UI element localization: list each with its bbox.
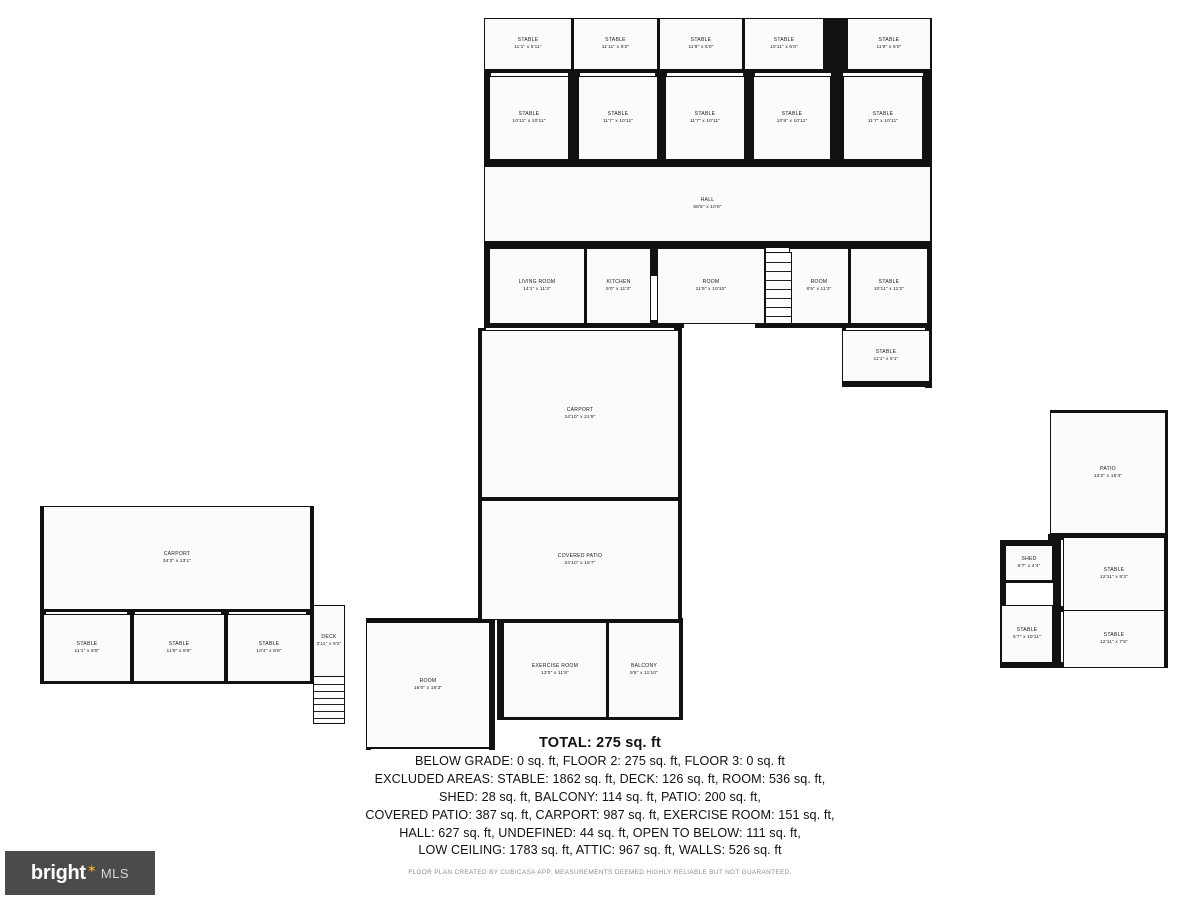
summary-line: SHED: 28 sq. ft, BALCONY: 114 sq. ft, PATIO: 200 sq. ft,	[439, 789, 761, 804]
logo-brand-text: bright	[30, 861, 86, 884]
room-kitchen	[586, 248, 651, 324]
room-stable	[843, 76, 923, 160]
excluded-areas-list	[0, 753, 1200, 860]
room-dimensions: 12'11" x 7'8"	[1100, 640, 1128, 646]
room-dimensions: 24'10" x 15'7"	[564, 561, 596, 567]
room-label: STABLE	[878, 278, 900, 285]
disclaimer-text: FLOOR PLAN CREATED BY CUBICASA APP. MEASUREMENTS DEEMED HIGHLY RELIABLE BUT NOT GUARANTEED.	[408, 869, 792, 876]
logo-suffix-text: MLS	[100, 865, 130, 881]
room-deck	[313, 605, 345, 677]
room-label: STABLE	[781, 110, 803, 117]
summary-line: COVERED PATIO: 387 sq. ft, CARPORT: 987 sq. ft, EXERCISE ROOM: 151 sq. ft,	[365, 807, 835, 822]
room-label: DECK	[321, 633, 337, 640]
room-dimensions: 11'1" x 5'11"	[514, 45, 542, 51]
room-dimensions: 34'3" x 13'1"	[162, 559, 192, 565]
room-dimensions: 10'11" x 11'2"	[873, 287, 905, 293]
room-label: STABLE	[1103, 566, 1125, 573]
room-label: STABLE	[875, 348, 897, 355]
total-area-label: TOTAL: 275 sq. ft	[538, 735, 662, 751]
room-label: STABLE	[76, 640, 98, 647]
room-label: CARPORT	[566, 406, 594, 413]
room-stable	[659, 18, 743, 70]
room-dimensions: 8'5" x 11'3"	[806, 287, 832, 293]
room-dimensions: 9'0" x 11'3"	[605, 287, 632, 293]
room-room	[789, 248, 849, 324]
room-hall	[484, 166, 931, 242]
room-label: CARPORT	[163, 550, 191, 557]
room-label: SHED	[1021, 555, 1037, 562]
room-label: PATIO	[1100, 465, 1116, 472]
room-stable	[489, 76, 569, 160]
room-dimensions: 10'11" x 10'11"	[512, 119, 546, 125]
room-dimensions: 13'0" x 11'8"	[541, 671, 569, 677]
staircase	[313, 676, 345, 724]
room-exercise-room	[503, 622, 607, 718]
room-stable	[744, 18, 824, 70]
room-dimensions: 11'7" x 10'11"	[602, 119, 634, 125]
room-covered-patio	[481, 500, 679, 620]
room-dimensions: 10'4" x 8'8"	[256, 649, 282, 655]
room-label: STABLE	[878, 36, 900, 43]
summary-line: HALL: 627 sq. ft, UNDEFINED: 44 sq. ft, OPEN TO BELOW: 111 sq. ft,	[399, 825, 801, 840]
summary-line: EXCLUDED AREAS: STABLE: 1862 sq. ft, DECK: 126 sq. ft, ROOM: 536 sq. ft,	[374, 771, 826, 786]
room-label: BALCONY	[630, 662, 658, 669]
room-stable	[1063, 610, 1165, 668]
room-dimensions: 11'9" x 8'8"	[166, 649, 192, 655]
room-label: KITCHEN	[606, 278, 631, 285]
room-dimensions: 10'9" x 10'11"	[776, 119, 808, 125]
room-label: STABLE	[1103, 631, 1125, 638]
wall-segment	[831, 73, 843, 159]
room-dimensions: 11'9" x 6'0"	[688, 45, 714, 51]
room-label: ROOM	[702, 278, 720, 285]
room-label: EXERCISE ROOM	[531, 662, 579, 669]
room-label: STABLE	[518, 110, 540, 117]
room-label: STABLE	[168, 640, 190, 647]
room-stable	[1001, 605, 1053, 663]
room-dimensions: 9'8" x 11'10"	[630, 671, 658, 677]
room-stable	[43, 614, 131, 682]
room-dimensions: 12'11" x 9'3"	[1100, 575, 1128, 581]
room-label: STABLE	[607, 110, 629, 117]
wall-segment	[923, 73, 932, 159]
room-shed	[1005, 545, 1053, 581]
room-dimensions: 11'9" x 6'0"	[876, 45, 902, 51]
room-dimensions: 11'5" x 10'10"	[695, 287, 727, 293]
room-stable	[842, 330, 930, 382]
room-dimensions: 13'2" x 15'3"	[1093, 474, 1123, 480]
room-dimensions: 58'5" x 10'8"	[693, 205, 722, 211]
room-stable	[578, 76, 658, 160]
room-carport	[481, 330, 679, 498]
room-label: ROOM	[810, 278, 828, 285]
room-dimensions: 24'10" x 21'8"	[564, 415, 596, 421]
wall-segment	[1053, 540, 1061, 668]
room-balcony	[608, 622, 680, 718]
room-label: STABLE	[690, 36, 712, 43]
room-living-room	[489, 248, 585, 324]
room-stable	[665, 76, 745, 160]
room-patio	[1050, 412, 1166, 534]
room-label: STABLE	[872, 110, 894, 117]
room-label: COVERED PATIO	[557, 552, 603, 559]
room-dimensions: 11'11" x 6'0"	[601, 45, 630, 51]
room-label: STABLE	[694, 110, 716, 117]
room-stable	[227, 614, 311, 682]
bright-mls-logo	[5, 851, 155, 895]
room-dimensions: 14'1" x 11'3"	[523, 287, 551, 293]
room-label: STABLE	[1016, 626, 1038, 633]
room-stable	[1063, 537, 1165, 611]
room-dimensions: 11'7" x 10'11"	[867, 119, 899, 125]
room-room	[657, 248, 765, 324]
room-label: STABLE	[773, 36, 795, 43]
room-stable	[573, 18, 658, 70]
room-stable	[847, 18, 931, 70]
room-dimensions: 11'1" x 8'8"	[74, 649, 100, 655]
room-dimensions: 10'11" x 6'0"	[770, 45, 798, 51]
room-label: HALL	[700, 196, 715, 203]
room-dimensions: 6'7" x 10'11"	[1013, 635, 1041, 641]
area-summary	[0, 735, 1200, 860]
wall-segment	[842, 382, 930, 387]
room-stable	[484, 18, 572, 70]
room-label: STABLE	[517, 36, 539, 43]
wall-segment	[824, 18, 847, 70]
summary-line: BELOW GRADE: 0 sq. ft, FLOOR 2: 275 sq. ft, FLOOR 3: 0 sq. ft	[414, 754, 786, 768]
room-dimensions: 11'1" x 6'1"	[873, 357, 899, 363]
room-dimensions: 3'11" x 9'2"	[316, 642, 342, 648]
room-label: LIVING ROOM	[518, 278, 556, 285]
room-stable	[133, 614, 225, 682]
room-label: STABLE	[258, 640, 280, 647]
room-dimensions: 11'7" x 10'11"	[689, 119, 721, 125]
summary-line: LOW CEILING: 1783 sq. ft, ATTIC: 967 sq. ft, WALLS: 526 sq. ft	[418, 843, 782, 858]
room-stable	[753, 76, 831, 160]
room-dimensions: 6'7" x 4'4"	[1017, 564, 1041, 570]
room-label: ROOM	[419, 677, 437, 684]
room-stable	[850, 248, 928, 324]
room-label: STABLE	[605, 36, 626, 43]
star-icon: ✶	[86, 862, 97, 876]
room-carport	[43, 506, 311, 610]
room-room	[366, 622, 490, 748]
staircase	[765, 252, 792, 324]
room-dimensions: 16'0" x 16'3"	[413, 686, 443, 692]
